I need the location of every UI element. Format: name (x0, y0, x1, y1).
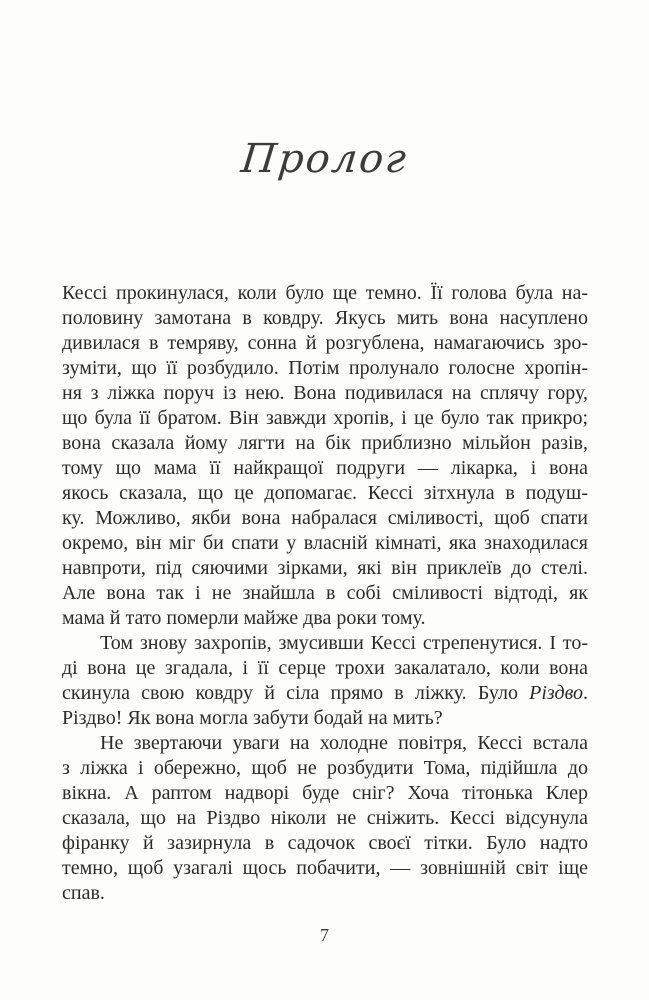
text-line: скинула свою ковдру й сіла прямо в ліжку. Було Різдво. (62, 682, 588, 704)
text-line: вікна. А раптом надворі буде сніг? Хоча тітонька Клер (62, 782, 588, 804)
text-line: вона сказала йому лягти на бік приблизно мільйон разів, (62, 432, 588, 454)
text-line: темно, щоб узагалі щось побачити, — зовнішній світ іще (62, 857, 588, 879)
text-line: мама й тато померли майже два роки тому. (62, 607, 426, 629)
chapter-title: Пролог (238, 136, 411, 182)
text-line: окремо, він міг би спати у власній кімнаті, яка знаходилася (62, 532, 588, 554)
text-line: ня з ліжка поруч із нею. Вона подивилася на сплячу гору, (62, 382, 588, 404)
page-number: 7 (320, 925, 329, 945)
text-line: Кессі прокинулася, коли було ще темно. Її голова була на- (62, 282, 588, 304)
text-line: Але вона так і не знайшла в собі сміливості відтоді, як (62, 582, 588, 604)
text-line: сказала, що на Різдво ніколи не сніжить. Кессі відсунула (62, 807, 588, 829)
text-line: спав. (62, 882, 105, 904)
text-line: навпроти, під сяючими зірками, які він приклеїв до стелі. (62, 557, 588, 579)
text-line: Том знову захропів, змусивши Кессі стрепенутися. І то- (100, 632, 588, 654)
text-line: тому що мама її найкращої подруги — лікарка, і вона (62, 457, 588, 479)
text-line: половину замотана в ковдру. Якусь мить вона насуплено (62, 307, 588, 329)
text-line: що була її братом. Він завжди хропів, і це було так прикро; (62, 407, 588, 429)
body-text (62, 281, 588, 906)
text-line: дивилася в темряву, сонна й розгублена, намагаючись зро- (62, 332, 588, 354)
text-line: Різдво! Як вона могла забути бодай на мить? (62, 707, 443, 729)
text-line: якось сказала, що це допомагає. Кессі зітхнула в подуш- (62, 482, 588, 504)
text-line: ді вона це згадала, і її серце трохи закалатало, коли вона (62, 657, 588, 679)
text-line: фіранку й зазирнула в садочок своєї тітки. Було надто (62, 832, 588, 854)
text-line: ку. Можливо, якби вона набралася сміливості, щоб спати (62, 507, 588, 529)
text-line: Не звертаючи уваги на холодне повітря, Кессі встала (100, 732, 588, 754)
text-line: з ліжка і обережно, щоб не розбудити Тома, підійшла до (62, 757, 588, 779)
text-line: зуміти, що її розбудило. Потім пролунало голосне хропін- (62, 357, 588, 379)
